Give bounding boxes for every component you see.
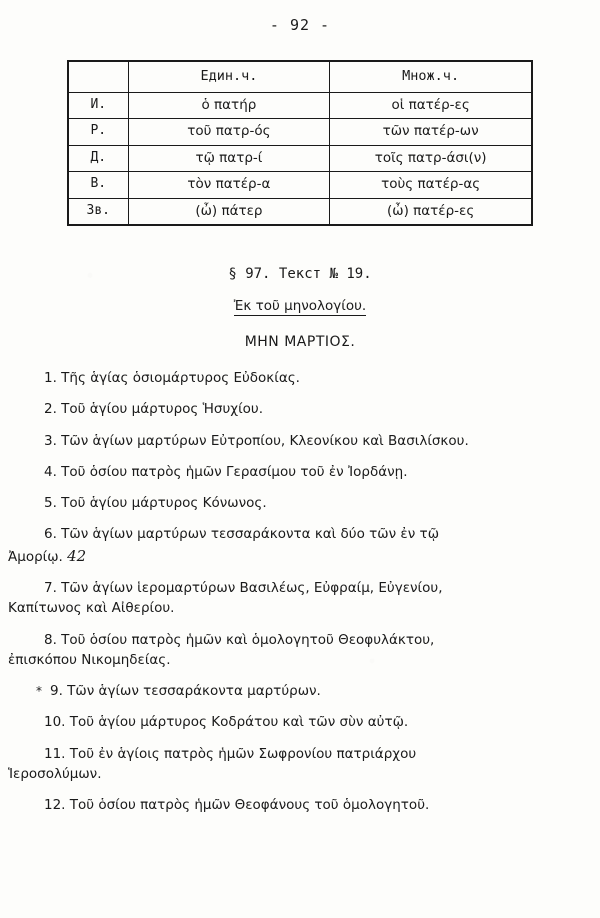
singular-form: τοῦ πατρ-ός bbox=[128, 119, 330, 146]
declension-table bbox=[67, 60, 533, 226]
list-item bbox=[26, 399, 576, 419]
entry-list bbox=[8, 368, 576, 815]
singular-form: τῷ πατρ-ί bbox=[128, 145, 330, 172]
entry-text: 12. Τοῦ ὁσίου πατρὸς ἡμῶν Θεοφάνους τοῦ ὁμολογητοῦ. bbox=[44, 797, 430, 814]
declension-table-wrapper bbox=[67, 60, 533, 226]
entry-text: 1. Τῆς ἁγίας ὁσιομάρτυρος Εὐδοκίας. bbox=[44, 370, 300, 387]
entry-continuation: Καπίτωνος καὶ Αἰθερίου. bbox=[8, 600, 175, 617]
list-item bbox=[8, 744, 576, 785]
entry-continuation: Ἱεροσολύμων. bbox=[8, 765, 102, 782]
table-header-row bbox=[68, 61, 532, 92]
singular-form: ὁ πατήρ bbox=[128, 92, 330, 119]
table-row bbox=[68, 92, 532, 119]
entry-text: 4. Τοῦ ὁσίου πατρὸς ἡμῶν Γερασίμου τοῦ ἐν Ἰορδάνῃ. bbox=[44, 463, 408, 480]
plural-form: οἱ πατέρ-ες bbox=[330, 92, 532, 119]
singular-form: τὸν πατέρ-α bbox=[128, 172, 330, 199]
plural-form: τοὺς πατέρ-ας bbox=[330, 172, 532, 199]
entry-text: 2. Τοῦ ἁγίου μάρτυρος Ἡσυχίου. bbox=[44, 401, 264, 418]
entry-text: 7. Τῶν ἁγίων ἱερομαρτύρων Βασιλέως, Εὐφραίμ, Εὐγενίου, bbox=[44, 580, 443, 597]
case-label: Зв. bbox=[68, 198, 128, 225]
entry-continuation: ἐπισκόπου Νικομηδείας. bbox=[8, 651, 171, 668]
singular-form: (ὦ) πάτερ bbox=[128, 198, 330, 225]
entry-text: 9. Τῶν ἁγίων τεσσαράκοντα μαρτύρων. bbox=[50, 683, 321, 700]
list-item bbox=[26, 368, 576, 388]
table-row bbox=[68, 198, 532, 225]
entry-text: 5. Τοῦ ἁγίου μάρτυρος Κόνωνος. bbox=[44, 495, 267, 512]
entry-marker: * bbox=[36, 684, 42, 699]
list-item bbox=[26, 493, 576, 513]
entry-text: 10. Τοῦ ἁγίου μάρτυρος Κοδράτου καὶ τῶν σὺν αὐτῷ. bbox=[44, 714, 409, 731]
table-row bbox=[68, 172, 532, 199]
plural-form: τῶν πατέρ-ων bbox=[330, 119, 532, 146]
page-number: - 92 - bbox=[269, 16, 331, 34]
list-item bbox=[8, 578, 576, 619]
case-label: Д. bbox=[68, 145, 128, 172]
plural-form: τοῖς πατρ-άσι(ν) bbox=[330, 145, 532, 172]
table-row bbox=[68, 119, 532, 146]
handwritten-note: 42 bbox=[67, 546, 87, 565]
list-item bbox=[8, 524, 576, 567]
subtitle-text: Ἐκ τοῦ μηνολογίου. bbox=[233, 298, 367, 315]
table-header-plural: Множ.ч. bbox=[330, 61, 532, 92]
entry-text: 6. Τῶν ἁγίων μαρτύρων τεσσαράκοντα καὶ δύο τῶν ἐν τῷ bbox=[44, 526, 439, 543]
month-heading: ΜΗΝ ΜΑΡΤΙΟΣ. bbox=[244, 334, 356, 351]
section-heading: § 97. Текст № 19. bbox=[228, 266, 372, 283]
entry-continuation-text: Ἀμορίῳ. bbox=[8, 548, 63, 565]
case-label: В. bbox=[68, 172, 128, 199]
list-item bbox=[26, 712, 576, 732]
list-item bbox=[26, 462, 576, 482]
table-header-singular: Един.ч. bbox=[128, 61, 330, 92]
table-row bbox=[68, 145, 532, 172]
case-label: И. bbox=[68, 92, 128, 119]
entry-text: 11. Τοῦ ἐν ἁγίοις πατρὸς ἡμῶν Σωφρονίου πατριάρχου bbox=[44, 745, 417, 762]
list-item bbox=[8, 630, 576, 671]
list-item bbox=[26, 681, 576, 701]
entry-continuation bbox=[8, 545, 576, 568]
list-item bbox=[26, 431, 576, 451]
table-header-case bbox=[68, 61, 128, 92]
plural-form: (ὦ) πατέρ-ες bbox=[330, 198, 532, 225]
case-label: Р. bbox=[68, 119, 128, 146]
entry-text: 8. Τοῦ ὁσίου πατρὸς ἡμῶν καὶ ὁμολογητοῦ Θεοφυλάκτου, bbox=[44, 631, 435, 648]
list-item bbox=[26, 795, 576, 815]
section-subtitle bbox=[0, 298, 600, 314]
entry-text: 3. Τῶν ἁγίων μαρτύρων Εὐτροπίου, Κλεονίκου καὶ Βασιλίσκου. bbox=[44, 432, 469, 449]
